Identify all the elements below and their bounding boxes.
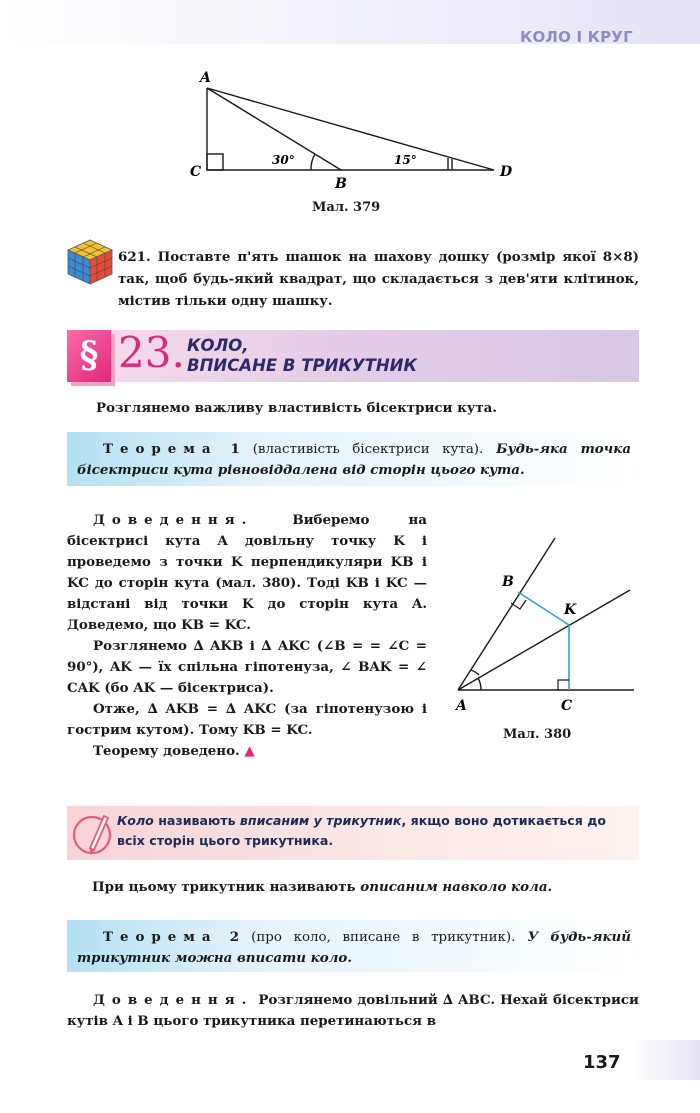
definition-text xyxy=(117,811,633,851)
right-angle-mark-c xyxy=(558,680,569,690)
problem-text: Поставте п'ять шашок на шахову дошку (розмір якої 8×8) так, щоб будь-який квадрат, що складається з дев'яти клітинок, містив тільки одну шашку. xyxy=(118,249,639,309)
pen-icon xyxy=(70,808,118,858)
fig379-caption: Мал. 379 xyxy=(312,200,381,215)
label-k: K xyxy=(564,602,577,618)
theorem-1-parenthetical: (властивість бісектриси кута). xyxy=(252,442,484,457)
bottom-band xyxy=(632,1040,700,1080)
section-number: 23. xyxy=(118,328,185,377)
angle-arc-b xyxy=(311,154,315,170)
problem-621 xyxy=(118,246,639,312)
label-c: C xyxy=(190,164,202,180)
page-number: 137 xyxy=(583,1052,621,1073)
label-a: A xyxy=(456,698,467,714)
figure-380 xyxy=(448,530,640,720)
definition-term-1: Коло xyxy=(117,813,154,828)
perpendicular-kb xyxy=(518,592,569,625)
label-d: D xyxy=(500,164,513,180)
running-header: КОЛО І КРУГ xyxy=(520,28,633,46)
label-a: A xyxy=(200,70,211,86)
definition-rest: , якщо воно дотикається до всіх сторін цього трикутника. xyxy=(117,813,607,848)
proof-2 xyxy=(67,990,639,1032)
proof-1-p2: Розглянемо ∆ AKB і ∆ AKC (∠B = = ∠C = 90°), AK — їх спільна гіпотенуза, ∠ BAK = ∠ CAK (бо AK — бісектриса). xyxy=(67,638,427,696)
label-angle-30: 30° xyxy=(272,153,295,167)
section-title-line1: КОЛО, xyxy=(187,336,249,355)
rubik-cube-icon xyxy=(65,238,115,286)
angle-arc-a2 xyxy=(471,670,479,675)
problem-number: 621. xyxy=(118,249,151,265)
end-of-proof-mark: ▲ xyxy=(244,743,255,759)
theorem-1-number: 1 xyxy=(230,441,240,457)
theorem-1-box xyxy=(67,432,639,486)
figure-379 xyxy=(180,66,530,216)
right-angle-mark-b xyxy=(511,600,526,609)
section-title-line2: ВПИСАНЕ В ТРИКУТНИК xyxy=(187,356,417,375)
after-definition-text: При цьому трикутник називають xyxy=(92,879,361,895)
proof-1-word: Доведення. xyxy=(93,512,254,528)
proof-2-text: Розглянемо довільний ∆ ABC. Нехай бісектриси кутів A і B цього трикутника перетинаються в xyxy=(67,992,639,1029)
label-b: B xyxy=(502,574,514,590)
theorem-2-statement: У будь-який трикутник можна вписати коло. xyxy=(77,929,632,966)
theorem-2-parenthetical: (про коло, вписане в трикутник). xyxy=(251,930,516,945)
label-b: B xyxy=(335,176,347,192)
after-definition-term: описаним навколо кола. xyxy=(360,879,553,895)
segment-ad xyxy=(207,88,494,170)
right-angle-mark-c xyxy=(207,154,223,170)
label-angle-15: 15° xyxy=(394,153,417,167)
angle-arc-a xyxy=(478,678,481,690)
section-title xyxy=(187,336,417,376)
proof-2-word: Доведення. xyxy=(93,992,254,1008)
intro-text: Розглянемо важливу властивість бісектриси кута. xyxy=(96,400,498,416)
definition-mid: називають xyxy=(153,813,240,828)
ray-ab xyxy=(458,538,555,690)
section-symbol: § xyxy=(79,334,99,376)
proof-1 xyxy=(67,510,427,762)
theorem-2-word: Теорема xyxy=(103,929,218,945)
label-c: C xyxy=(561,698,573,714)
proof-1-p4: Теорему доведено. xyxy=(93,743,240,759)
fig380-caption: Мал. 380 xyxy=(503,727,572,742)
proof-1-p1: Виберемо на бісектрисі кута A довільну точку K і проведемо з точки K перпендикуляри KB і KC до сторін кута (мал. 380). Тоді KB і KC — відстані від точки K до сторін кута A. Доведемо, що KB = KC. xyxy=(67,512,427,633)
after-definition xyxy=(92,877,652,898)
theorem-1-word: Теорема xyxy=(103,441,218,457)
proof-1-p3: Отже, ∆ AKB = ∆ AKC (за гіпотенузою і гострим кутом). Тому KB = KC. xyxy=(67,701,427,738)
ray-ak xyxy=(458,590,630,690)
theorem-1-statement: Будь-яка точка бісектриси кута рівновіддалена від сторін цього кута. xyxy=(77,441,631,478)
definition-term-2: вписаним у трикутник xyxy=(239,813,402,828)
theorem-2-number: 2 xyxy=(229,929,240,945)
theorem-2-box xyxy=(67,920,639,972)
